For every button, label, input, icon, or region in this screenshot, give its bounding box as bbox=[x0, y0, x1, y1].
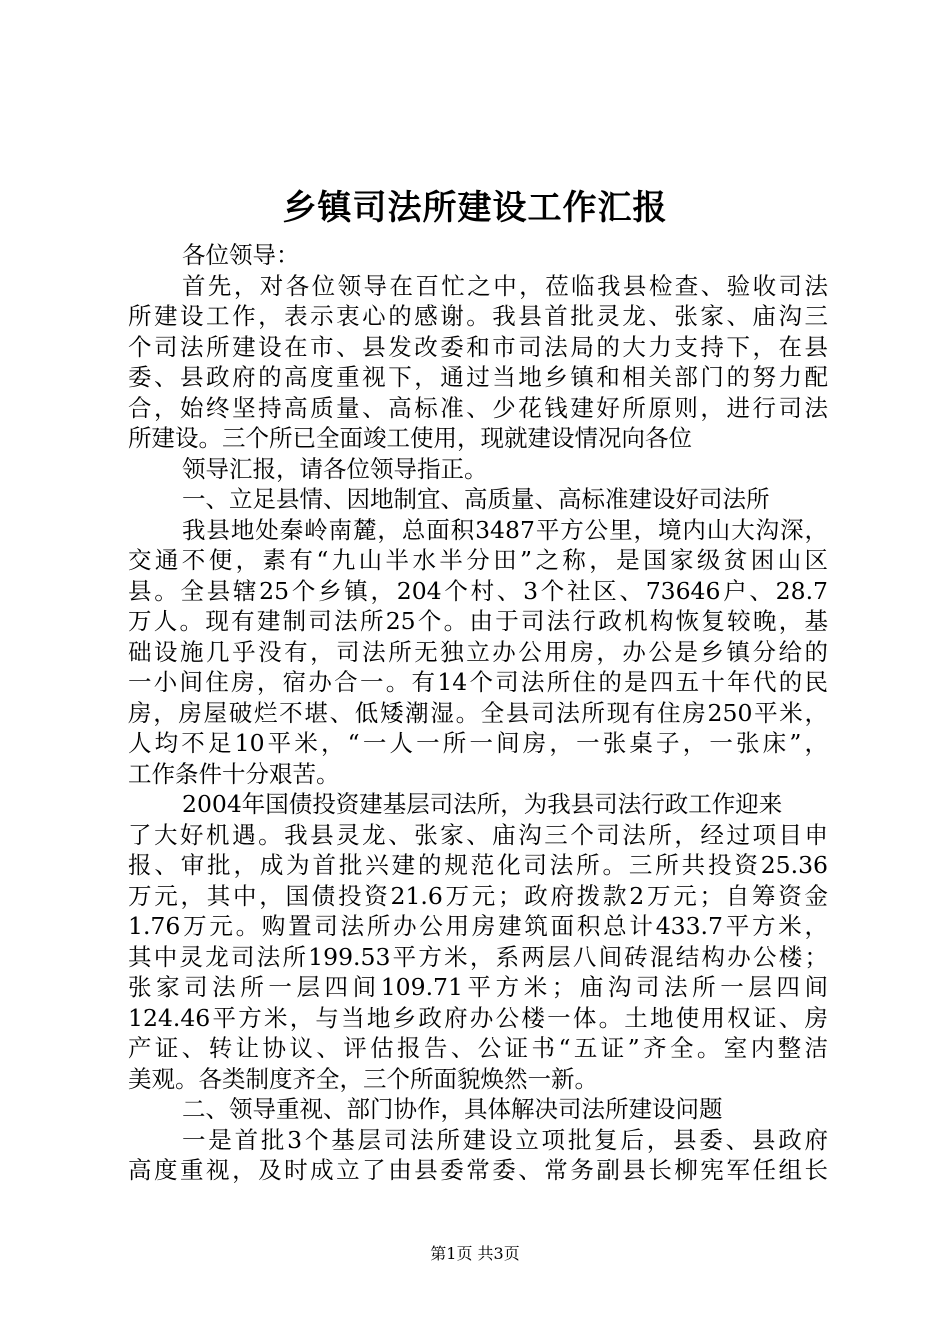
body-text-line: 委、县政府的高度重视下，通过当地乡镇和相关部门的努力配 bbox=[128, 363, 828, 391]
body-text-line: 各位领导： bbox=[182, 241, 300, 269]
body-text-line: 我县地处秦岭南麓，总面积3487平方公里，境内山大沟深， bbox=[182, 515, 828, 544]
body-text-line: 领导汇报，请各位领导指正。 bbox=[182, 454, 488, 483]
body-text-line: 二、领导重视、部门协作，具体解决司法所建设问题 bbox=[182, 1095, 723, 1123]
page-number-footer: 第1页 共3页 bbox=[430, 1244, 520, 1263]
document-title: 乡镇司法所建设工作汇报 bbox=[282, 188, 668, 228]
body-text-line: 础设施几乎没有，司法所无独立办公用房，办公是乡镇分给的 bbox=[128, 637, 828, 666]
body-text-line: 合，始终坚持高质量、高标准、少花钱建好所原则，进行司法 bbox=[128, 393, 828, 422]
body-text-line: 报、审批，成为首批兴建的规范化司法所。三所共投资25.36 bbox=[128, 851, 828, 879]
body-text-line: 张家司法所一层四间109.71平方米；庙沟司法所一层四间 bbox=[128, 973, 828, 1001]
body-text-line: 所建设工作，表示衷心的感谢。我县首批灵龙、张家、庙沟三 bbox=[128, 302, 828, 330]
body-text-line: 首先，对各位领导在百忙之中，莅临我县检查、验收司法 bbox=[182, 271, 828, 300]
body-text-line: 2004年国债投资建基层司法所，为我县司法行政工作迎来 bbox=[182, 790, 783, 818]
body-text-line: 一、立足县情、因地制宜、高质量、高标准建设好司法所 bbox=[182, 485, 770, 513]
body-text-line: 其中灵龙司法所199.53平方米，系两层八间砖混结构办公楼； bbox=[128, 942, 828, 971]
body-text-line: 交通不便，素有“九山半水半分田”之称，是国家级贫困山区 bbox=[128, 546, 828, 574]
body-text-line: 房，房屋破烂不堪、低矮潮湿。全县司法所现有住房250平米， bbox=[128, 698, 828, 727]
body-text-line: 了大好机遇。我县灵龙、张家、庙沟三个司法所，经过项目申 bbox=[128, 820, 828, 849]
body-text-line: 人均不足10平米，“一人一所一间房，一张桌子，一张床”， bbox=[128, 729, 828, 757]
body-text-line: 个司法所建设在市、县发改委和市司法局的大力支持下，在县 bbox=[128, 332, 828, 361]
body-text-line: 所建设。三个所已全面竣工使用，现就建设情况向各位 bbox=[128, 424, 692, 452]
body-text-line: 县。全县辖25个乡镇，204个村、3个社区、73646户、28.7 bbox=[128, 576, 828, 605]
body-text-line: 高度重视，及时成立了由县委常委、常务副县长柳宪军任组长 bbox=[128, 1156, 828, 1184]
body-text-line: 1.76万元。购置司法所办公用房建筑面积总计433.7平方米， bbox=[128, 912, 828, 940]
body-text-line: 产证、转让协议、评估报告、公证书“五证”齐全。室内整洁 bbox=[128, 1034, 828, 1062]
body-text-line: 美观。各类制度齐全，三个所面貌焕然一新。 bbox=[128, 1064, 598, 1093]
body-text-line: 一小间住房，宿办合一。有14个司法所住的是四五十年代的民 bbox=[128, 668, 828, 696]
body-text-line: 124.46平方米，与当地乡政府办公楼一体。土地使用权证、房 bbox=[128, 1003, 828, 1032]
body-text-line: 万人。现有建制司法所25个。由于司法行政机构恢复较晚，基 bbox=[128, 607, 828, 635]
body-text-line: 万元，其中，国债投资21.6万元；政府拨款2万元；自筹资金 bbox=[128, 881, 828, 910]
body-text-line: 一是首批3个基层司法所建设立项批复后，县委、县政府 bbox=[182, 1125, 828, 1154]
body-text-line: 工作条件十分艰苦。 bbox=[128, 759, 340, 788]
